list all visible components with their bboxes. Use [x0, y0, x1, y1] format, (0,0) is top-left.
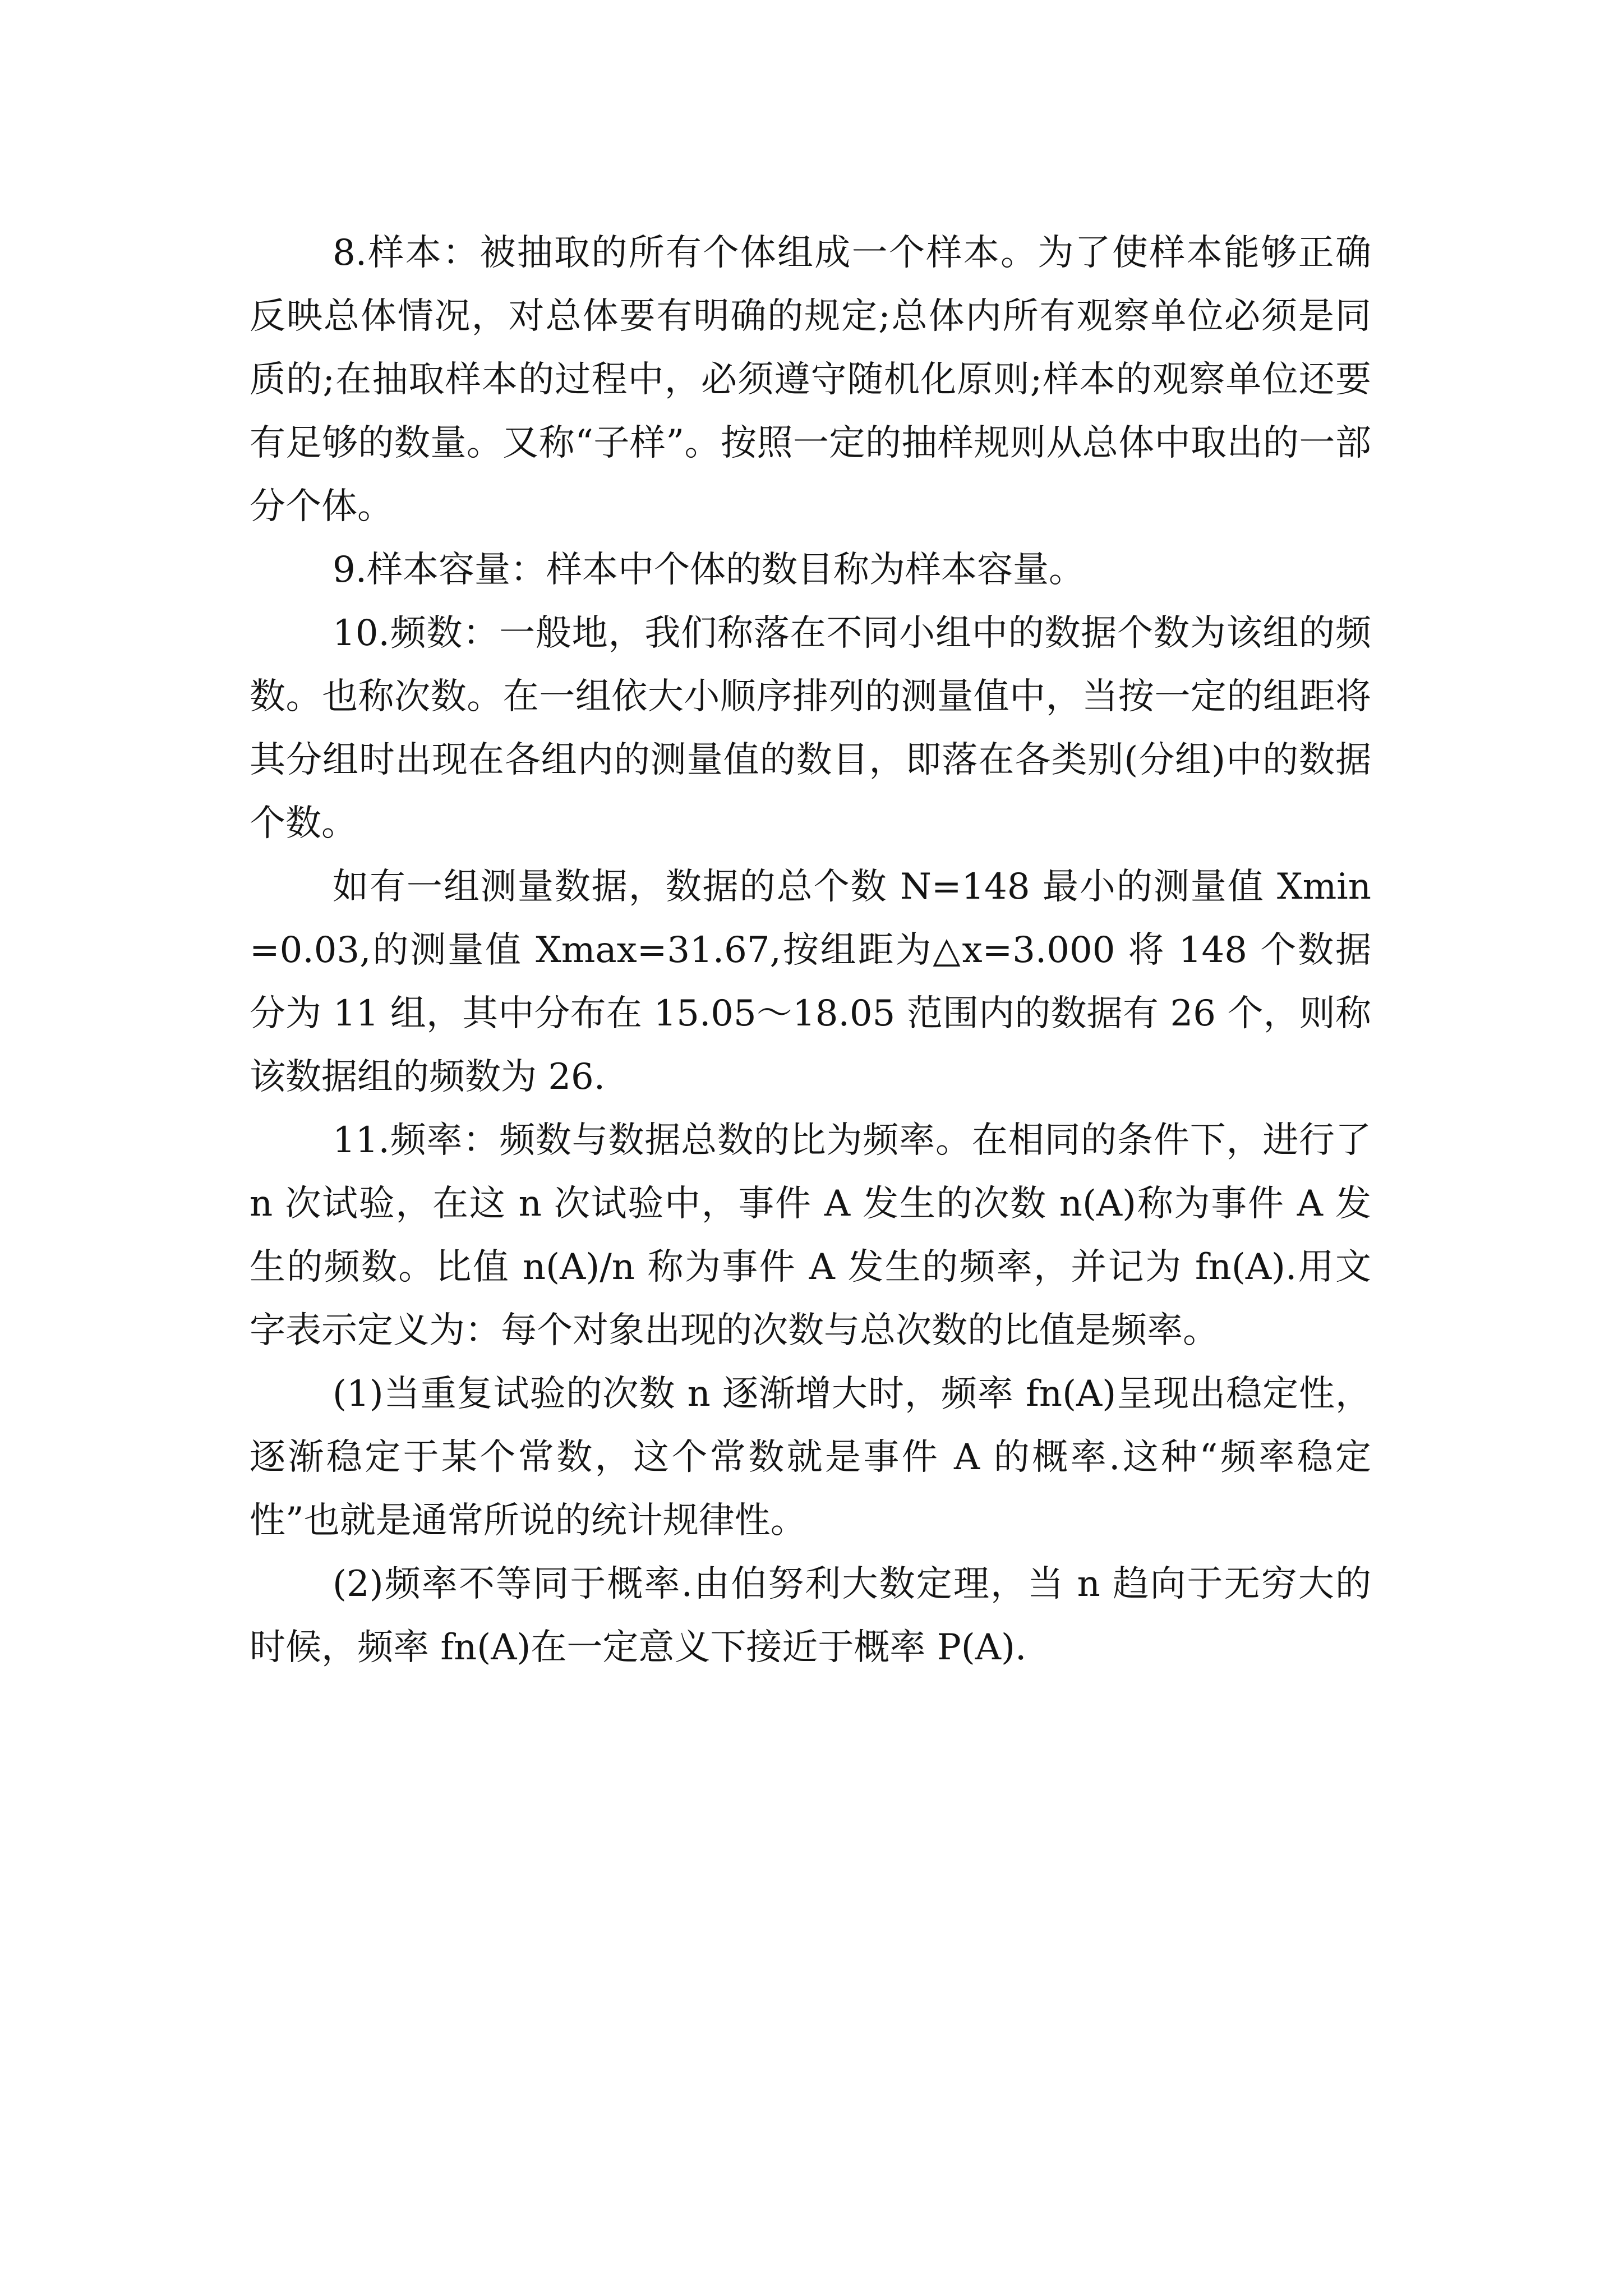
- document-body: [250, 222, 1371, 1680]
- paragraph-frequency-vs-probability: (2)频率不等同于概率.由伯努利大数定理，当 n 趋向于无穷大的时候，频率 fn(A)在一定意义下接近于概率 P(A).: [250, 1563, 1371, 1668]
- paragraph-frequency-example: 如有一组测量数据，数据的总个数 N=148 最小的测量值 Xmin=0.03,的测量值 Xmax=31.67,按组距为△x=3.000 将 148 个数据分为 11 组，其中分布在 15.05～18.05 范围内的数据有 26 个，则称该数据组的频数为 26.: [250, 866, 1371, 1098]
- paragraph-sample-size: 9.样本容量：样本中个体的数目称为样本容量。: [333, 549, 1085, 591]
- paragraph-relative-frequency: 11.频率：频数与数据总数的比为频率。在相同的条件下，进行了 n 次试验，在这 n 次试验中，事件 A 发生的次数 n(A)称为事件 A 发生的频数。比值 n(A)/n 称为事件 A 发生的频率，并记为 fn(A).用文字表示定义为：每个对象出现的次数与总次数的比值是频率。: [250, 1120, 1371, 1351]
- paragraph-sample-definition: 8.样本：被抽取的所有个体组成一个样本。为了使样本能够正确反映总体情况，对总体要有明确的规定;总体内所有观察单位必须是同质的;在抽取样本的过程中，必须遵守随机化原则;样本的观察单位还要有足够的数量。又称“子样”。按照一定的抽样规则从总体中取出的一部分个体。: [250, 232, 1371, 527]
- paragraph-frequency-stability: (1)当重复试验的次数 n 逐渐增大时，频率 fn(A)呈现出稳定性，逐渐稳定于某个常数，这个常数就是事件 A 的概率.这种“频率稳定性”也就是通常所说的统计规律性。: [250, 1373, 1371, 1542]
- paragraph-frequency-count: 10.频数：一般地，我们称落在不同小组中的数据个数为该组的频数。也称次数。在一组依大小顺序排列的测量值中，当按一定的组距将其分组时出现在各组内的测量值的数目，即落在各类别(分组)中的数据个数。: [250, 613, 1371, 844]
